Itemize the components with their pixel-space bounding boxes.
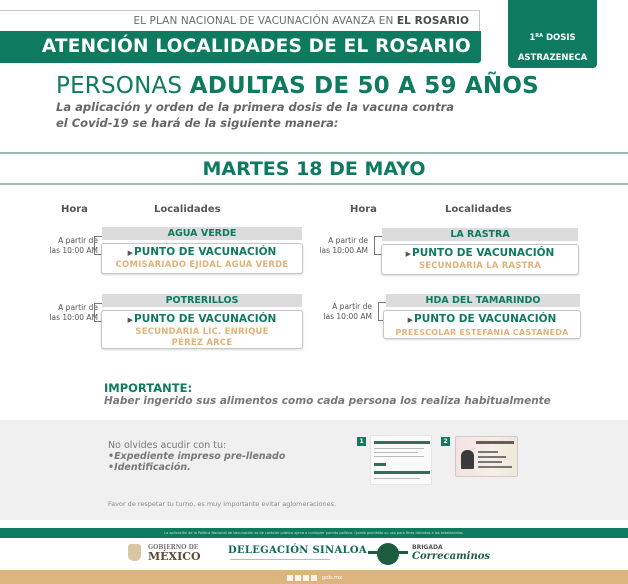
doc-line [374, 448, 424, 449]
column-header-hora-right: Hora [350, 204, 377, 215]
schedule-time [36, 303, 98, 323]
doc-label-bar [374, 463, 386, 466]
id-text-line [478, 461, 502, 463]
doc-line [374, 452, 418, 453]
locality-name: AGUA VERDE [102, 227, 302, 240]
locality-name: LA RASTRA [382, 228, 578, 241]
important-heading: IMPORTANTE: [104, 381, 193, 395]
requirement-item: •Expediente impreso pre-llenado [108, 451, 286, 462]
time-line-1: A partir de [328, 236, 368, 245]
site-name: SECUNDARIA LA RASTRA [418, 261, 542, 271]
id-card-header [476, 441, 514, 444]
headline-light: PERSONAS [56, 73, 190, 99]
vaccination-point-card [101, 243, 303, 274]
column-header-hora-left: Hora [61, 204, 88, 215]
site-name-line-2: PÉREZ ARCE [171, 338, 233, 348]
schedule-time [36, 236, 98, 256]
dose-label: DOSIS [545, 33, 576, 43]
fineprint-note: Favor de respetar tu turno, es muy importante evitar aglomeraciones. [108, 500, 337, 508]
point-label: PUNTO DE VACUNACIÓN [134, 313, 277, 325]
triangle-right-icon: ▶ [407, 316, 414, 324]
subtitle-line-2: el Covid-19 se hará de la siguiente manera: [56, 116, 339, 130]
requirement-item: •Identificación. [108, 462, 191, 473]
facebook-icon[interactable] [287, 575, 293, 581]
point-label: PUNTO DE VACUNACIÓN [414, 313, 557, 325]
vaccine-name: ASTRAZENECA [517, 53, 588, 63]
triangle-right-icon: ▶ [405, 250, 412, 258]
column-header-localidades-right: Localidades [445, 204, 512, 215]
audience-headline [56, 73, 539, 99]
dose-ordinal-suffix: RA [535, 33, 543, 39]
brigada-logo-big: Correcaminos [412, 551, 491, 562]
vaccination-point-card [381, 244, 579, 275]
delegacion-subline [230, 559, 330, 560]
important-text: Haber ingerido sus alimentos como cada persona los realiza habitualmente [104, 395, 551, 407]
doc-line [374, 456, 424, 457]
id-card-thumbnail [455, 436, 518, 477]
vaccination-point-card [383, 310, 581, 339]
banner-place: EL ROSARIO [396, 15, 469, 27]
time-line-2: las 10:00 AM [319, 246, 368, 255]
twitter-icon[interactable] [303, 575, 309, 581]
gobierno-logo-small: GOBIERNO DE [148, 544, 199, 551]
legal-disclaimer-strip: La aplicación de la Política Nacional de Vacunación es de carácter público ajena a cualquier partido político. Queda prohibido su uso para fines distintos a los establecidos. [0, 528, 628, 538]
schedule-time [310, 302, 372, 322]
reminder-intro: No olvides acudir con tu: [108, 440, 227, 451]
triangle-right-icon: ▶ [127, 249, 134, 257]
form-document-thumbnail [370, 435, 432, 485]
subtitle-line-1: La aplicación y orden de la primera dosis de la vacuna contra [56, 100, 455, 114]
date-heading: MARTES 18 DE MAYO [0, 152, 628, 185]
roadrunner-icon [377, 543, 399, 565]
coat-of-arms-icon [128, 544, 141, 561]
id-text-line [478, 456, 506, 458]
vaccination-point-card [101, 310, 303, 349]
logo-row [0, 540, 628, 568]
time-line-2: las 10:00 AM [49, 246, 98, 255]
schedule-time [306, 236, 368, 256]
id-photo-icon [461, 450, 474, 469]
gobierno-logo-big: MÉXICO [148, 550, 201, 563]
time-line-1: A partir de [58, 236, 98, 245]
banner-text: EL PLAN NACIONAL DE VACUNACIÓN AVANZA EN [133, 15, 397, 27]
time-line-1: A partir de [332, 302, 372, 311]
delegacion-logo: DELEGACIÓN SINALOA [228, 545, 367, 556]
column-header-localidades-left: Localidades [154, 204, 221, 215]
number-badge-2: 2 [441, 437, 450, 446]
id-text-line [478, 451, 498, 453]
doc-line [374, 478, 420, 479]
youtube-icon[interactable] [311, 575, 317, 581]
doc-header-bar [374, 471, 430, 474]
page-title: ATENCIÓN LOCALIDADES DE EL ROSARIO [0, 31, 481, 63]
subtitle [56, 99, 486, 131]
doc-header-bar [374, 441, 430, 444]
locality-name: POTRERILLOS [102, 294, 302, 307]
dose-ordinal: 1 [529, 33, 536, 43]
triangle-right-icon: ▶ [127, 316, 134, 324]
site-name: COMISARIADO EJIDAL AGUA VERDE [115, 260, 289, 270]
footer-url[interactable]: gob.mx [321, 574, 343, 581]
top-banner [0, 10, 480, 32]
time-line-1: A partir de [58, 303, 98, 312]
time-line-2: las 10:00 AM [49, 313, 98, 322]
locality-name: HDA DEL TAMARINDO [386, 294, 580, 307]
headline-bold: ADULTAS DE 50 A 59 AÑOS [189, 73, 539, 99]
brigada-logo-small: BRIGADA [412, 544, 443, 551]
footer-bar [0, 570, 628, 584]
point-label: PUNTO DE VACUNACIÓN [412, 247, 555, 259]
time-line-2: las 10:00 AM [323, 312, 372, 321]
instagram-icon[interactable] [295, 575, 301, 581]
number-badge-1: 1 [357, 437, 366, 446]
point-label: PUNTO DE VACUNACIÓN [134, 246, 277, 258]
dose-badge [508, 0, 597, 68]
site-name: PREESCOLAR ESTEFANIA CASTAÑEDA [395, 328, 569, 337]
site-name-line-1: SECUNDARIA LIC. ENRIQUE [135, 327, 269, 337]
id-text-line [478, 466, 512, 468]
